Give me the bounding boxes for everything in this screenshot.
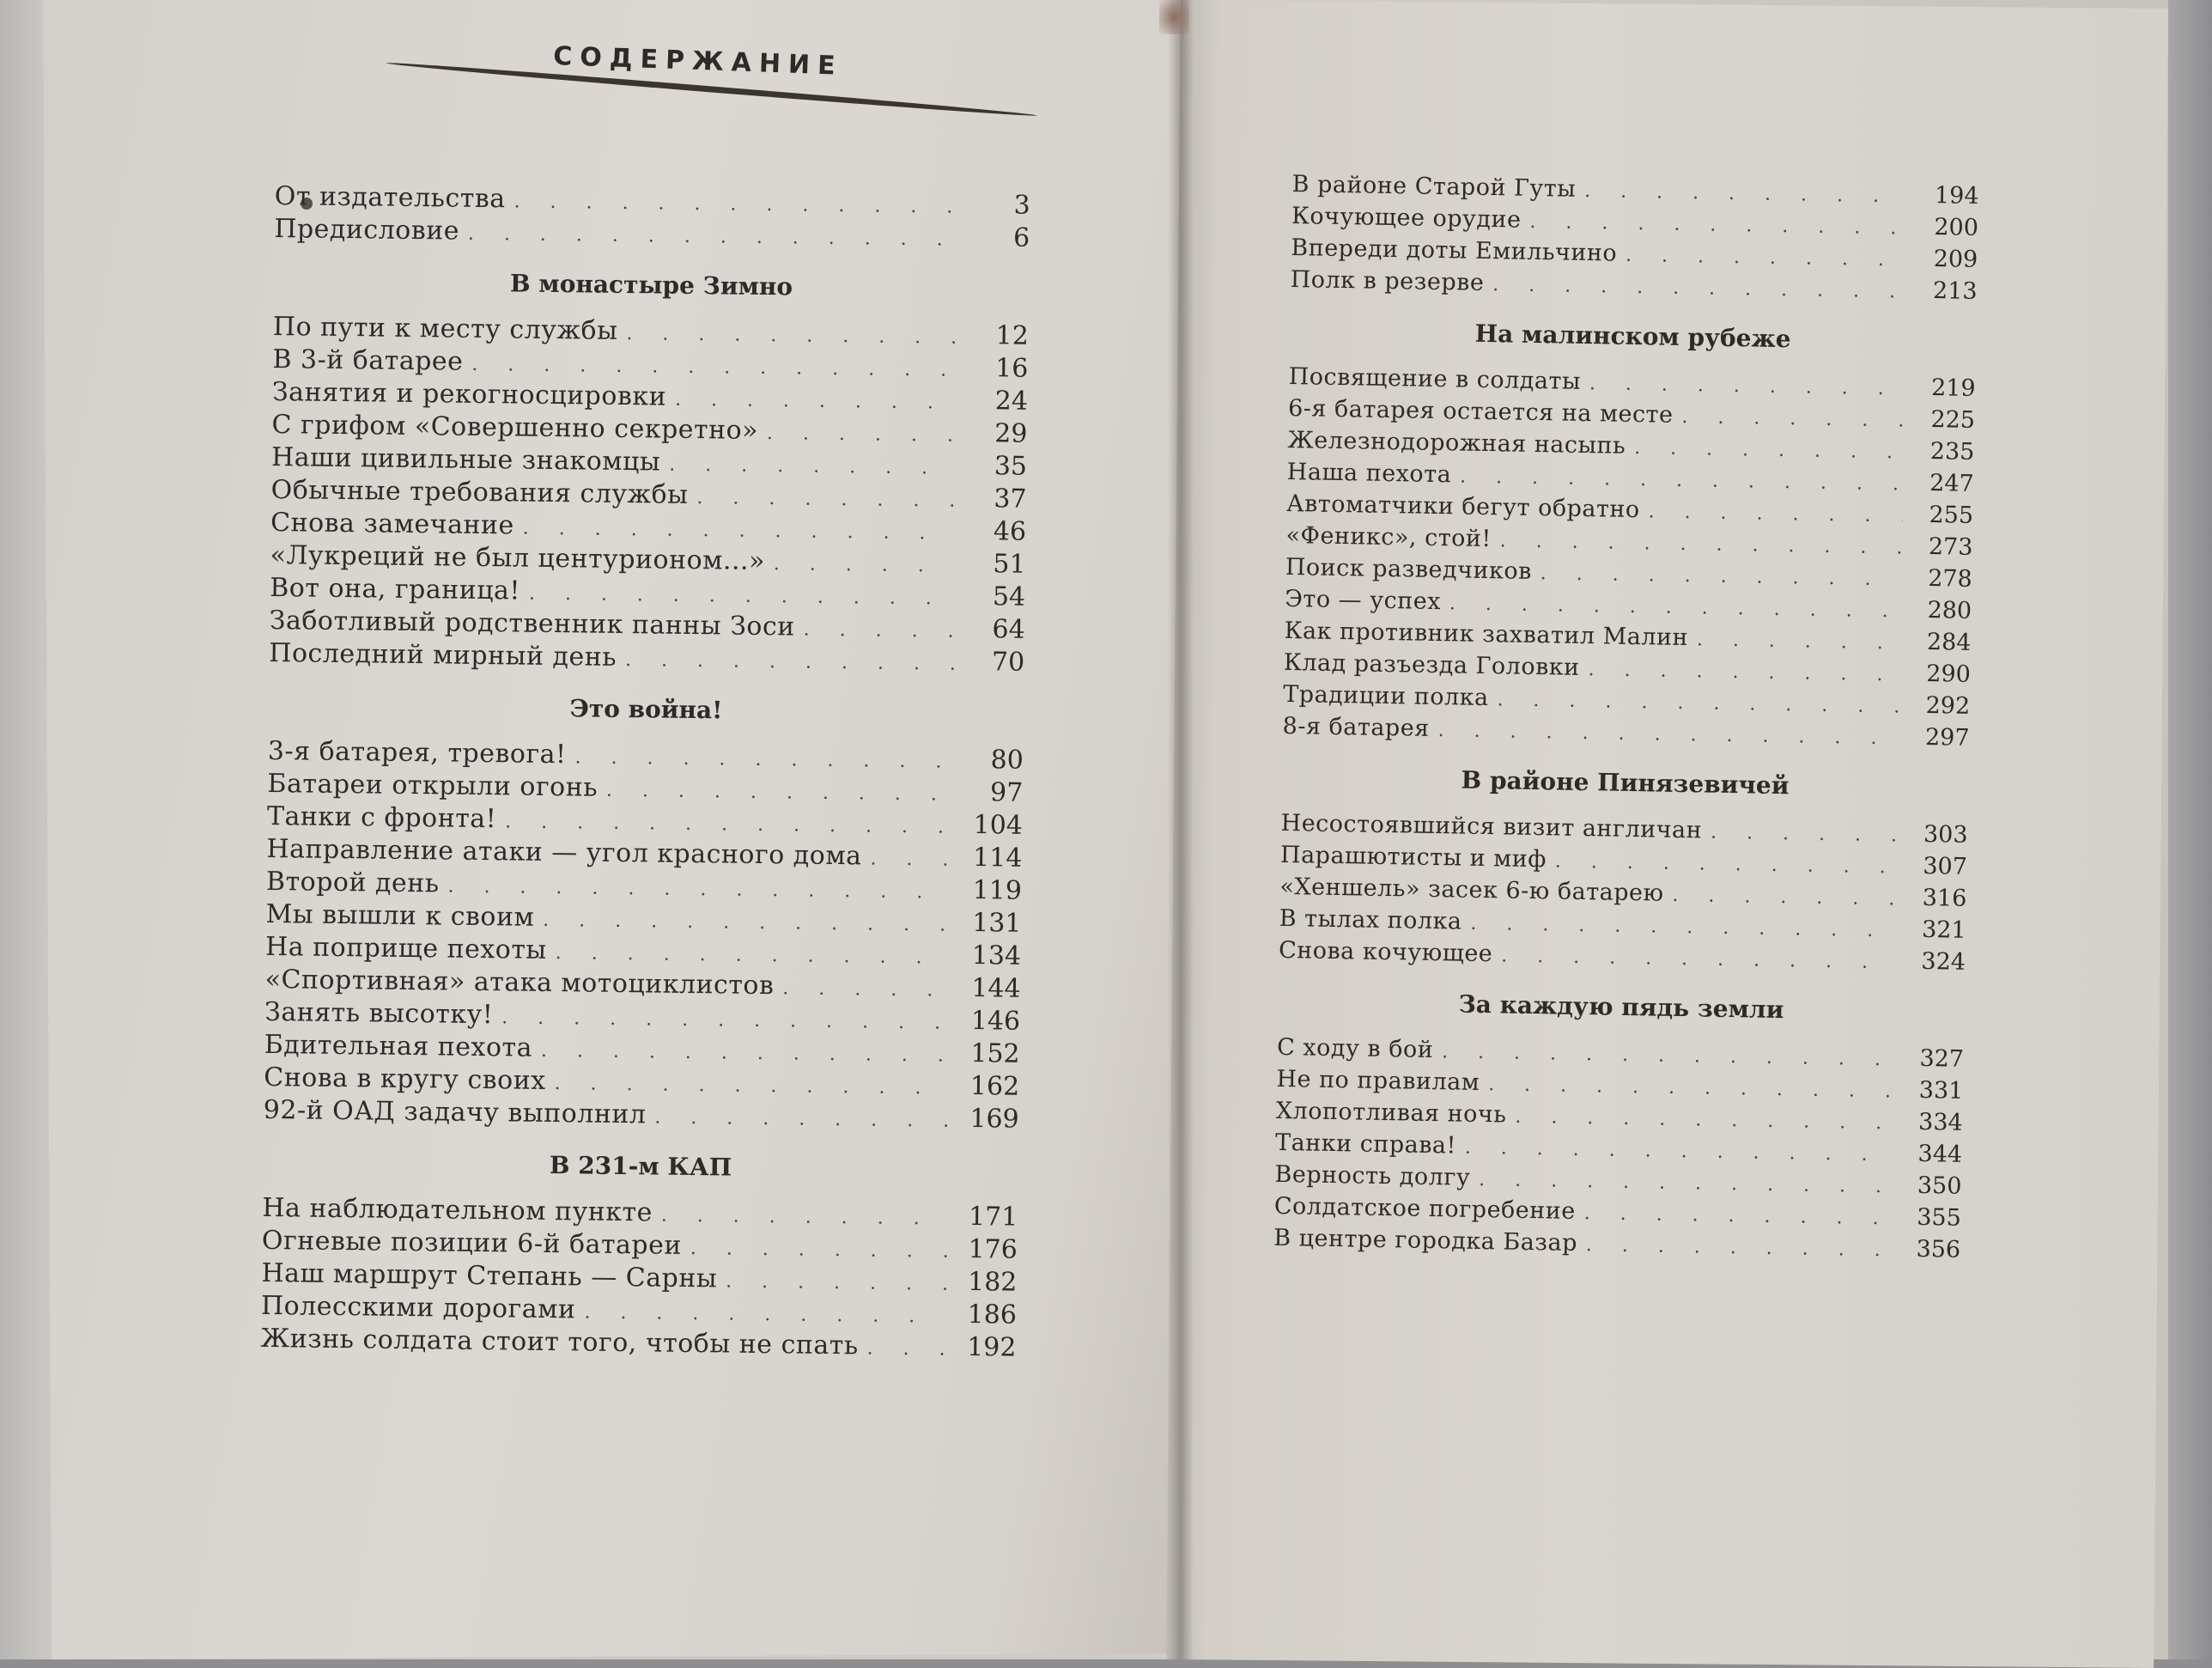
section-title: За каждую пядь земли [1458, 989, 1784, 1025]
toc-dot-leader [866, 1333, 945, 1367]
toc-entry-page: 169 [969, 1103, 1019, 1135]
front-matter-list [274, 180, 1030, 255]
toc-entry-title: 92-й ОАД задачу выполнил [263, 1094, 647, 1130]
toc-entry-page: 344 [1917, 1140, 1963, 1168]
toc-entry-page: 119 [972, 874, 1023, 906]
section-title: В монастыре Зимно [509, 269, 793, 301]
toc-entry-title: Мы вышли к своим [265, 898, 535, 933]
toc-entry-page: 255 [1929, 502, 1974, 529]
toc-entry-title: Второй день [265, 866, 440, 899]
toc-entry-page: 334 [1917, 1108, 1963, 1136]
toc-entry-page: 171 [968, 1201, 1018, 1233]
toc-entry-page: 290 [1926, 660, 1972, 688]
toc-entry-title: «Феникс», стой! [1285, 521, 1492, 553]
toc-dot-leader [803, 614, 954, 648]
right-sections [1273, 316, 1977, 1266]
toc-entry-page: 350 [1917, 1172, 1962, 1200]
toc-entry-title: Батареи открыли огонь [267, 768, 599, 803]
section-title: На малинском рубеже [1474, 319, 1791, 354]
toc-entry-page: 37 [994, 484, 1027, 514]
toc-dot-leader [726, 1266, 947, 1301]
paper-stain [1159, 0, 1189, 34]
toc-entry-title: На наблюдательном пункте [262, 1192, 653, 1228]
toc-entry-title: Посвящение в солдаты [1288, 362, 1582, 395]
toc-entry-title: Не по правилам [1276, 1065, 1480, 1096]
toc-entry-title: Традиции полка [1283, 680, 1489, 712]
toc-dot-leader [1583, 1197, 1891, 1234]
left-sections [260, 266, 1029, 1365]
toc-entry-page: 144 [971, 972, 1021, 1004]
section-title: В районе Пинязевичей [1461, 765, 1790, 801]
toc-entry-page: 146 [970, 1005, 1021, 1037]
toc-entry-page: 355 [1916, 1203, 1962, 1232]
toc-entry-title: «Лукреций не был центурионом...» [270, 539, 766, 577]
toc-entry-page: 356 [1916, 1235, 1961, 1263]
toc-entry-title: Занятия и рекогносцировки [271, 376, 667, 412]
toc-entry-title: Солдатское погребение [1273, 1192, 1577, 1225]
book-gutter [1168, 0, 1194, 1659]
toc-entry-page: 192 [966, 1331, 1017, 1363]
toc-entry-title: Автоматчики бегут обратно [1285, 490, 1640, 524]
toc-entry-title: Вот она, граница! [269, 572, 521, 606]
toc-entry-page: 6 [1012, 222, 1030, 253]
toc-entry-title: Клад разъезда Головки [1283, 648, 1580, 681]
toc-entry-title: Танки справа! [1274, 1129, 1457, 1160]
toc-entry-title: Впереди доты Емильчино [1291, 234, 1618, 267]
toc-dot-leader [468, 218, 970, 257]
toc-entry-page: 327 [1919, 1044, 1965, 1073]
toc-entry-title: Заботливый родственник панны Зоси [269, 605, 795, 642]
toc-entry-page: 316 [1922, 884, 1967, 912]
toc-entry-page: 152 [970, 1038, 1020, 1069]
toc-dot-leader [1634, 432, 1905, 468]
toc-entry-page: 307 [1923, 852, 1968, 880]
toc-entry-page: 134 [971, 940, 1022, 971]
toc-entry-title: Поиск разведчиков [1285, 553, 1533, 585]
toc-entry-page: 209 [1933, 246, 1978, 273]
toc-dot-leader [1586, 1229, 1891, 1266]
toc-dot-leader [774, 548, 956, 583]
toc-entry-title: Несостоявшийся визит англичан [1280, 809, 1703, 844]
toc-entry-page: 225 [1930, 406, 1976, 434]
toc-entry-page: 131 [972, 907, 1022, 939]
toc-entry-title: Парашютисты и миф [1279, 841, 1547, 874]
toc-entry-page: 213 [1932, 277, 1978, 305]
toc-dot-leader [1672, 880, 1896, 916]
toc-dot-leader [1681, 401, 1905, 437]
toc-entry-title: В районе Старой Гуты [1291, 170, 1577, 203]
toc-entry-page: 331 [1918, 1076, 1964, 1105]
toc-entry-title: «Хеншель» засек 6-ю батарею [1279, 873, 1664, 907]
toc-dot-leader [541, 1035, 950, 1073]
toc-entry-title: Направление атаки — угол красного дома [266, 833, 862, 872]
toc-dot-leader [574, 741, 953, 778]
toc-left-column [260, 180, 1030, 1365]
toc-entry-page: 12 [995, 320, 1030, 351]
toc-entry-title: В центре городка Базар [1273, 1224, 1578, 1257]
toc-entry-page: 80 [990, 745, 1024, 776]
toc-entry-title: Занять высотку! [264, 996, 494, 1031]
toc-dot-leader [1697, 624, 1901, 659]
toc-entry-page: 273 [1928, 533, 1973, 561]
toc-entry-title: Верность долгу [1274, 1160, 1471, 1191]
toc-dot-leader [606, 775, 953, 812]
toc-entry-page: 182 [967, 1266, 1018, 1298]
toc-entry-page: 24 [994, 386, 1029, 417]
toc-dot-leader [501, 1001, 950, 1039]
toc-entry-page: 104 [973, 809, 1024, 841]
toc-right-column [1273, 168, 1979, 1266]
toc-entry-title: С грифом «Совершенно секретно» [271, 409, 759, 446]
toc-entry-title: «Спортивная» атака мотоциклистов [264, 964, 775, 1001]
toc-entry-page: 235 [1929, 438, 1975, 466]
toc-entry-title: Как противник захватил Малин [1284, 617, 1689, 652]
toc-entry-title: Обычные требования службы [270, 474, 689, 510]
toc-entry-page: 303 [1923, 820, 1968, 849]
toc-entry-title: 3-я батарея, тревога! [267, 735, 567, 770]
toc-entry-title: Танки с фронта! [266, 801, 497, 835]
toc-entry-title: Наш маршрут Степань — Сарны [261, 1257, 718, 1294]
toc-entry-page: 297 [1924, 723, 1970, 752]
toc-dot-leader [661, 1200, 948, 1236]
toc-dot-leader [1492, 269, 1907, 307]
toc-entry-page: 16 [994, 353, 1029, 384]
toc-entry-title: Полесскими дорогами [260, 1290, 576, 1325]
toc-entry-page: 29 [994, 418, 1028, 449]
toc-dot-leader [625, 644, 955, 681]
section-title: Это война! [569, 694, 723, 725]
toc-dot-leader [1501, 940, 1895, 978]
toc-entry-title: Снова замечание [270, 507, 514, 541]
toc-entry-page: 278 [1927, 564, 1973, 593]
toc-entry-page: 162 [969, 1070, 1020, 1102]
toc-entry-page: 3 [1013, 190, 1030, 221]
toc-entry-title: Это — успех [1284, 585, 1442, 616]
toc-entry-title: По пути к месту службы [272, 311, 618, 346]
toc-entry-page: 194 [1934, 182, 1979, 210]
toc-entry-page: 200 [1934, 214, 1979, 241]
toc-entry-title: На поприще пехоты [264, 931, 548, 965]
background-edge [2168, 0, 2212, 1659]
toc-dot-leader [870, 843, 951, 877]
toc-entry-title: Наша пехота [1286, 458, 1452, 489]
toc-dot-leader [626, 318, 958, 355]
toc-entry-title: Кочующее орудие [1291, 202, 1522, 234]
toc-entry-title: Наши цивильные знакомцы [270, 441, 661, 478]
toc-entry-page: 64 [992, 614, 1025, 645]
toc-entry-page: 97 [989, 777, 1024, 808]
toc-entry-title: Предисловие [274, 213, 460, 247]
toc-entry-title: Бдительная пехота [264, 1029, 533, 1063]
toc-entry-title: Снова в кругу своих [264, 1062, 546, 1096]
right-top-entries [1290, 168, 1978, 307]
section-title: В 231-м КАП [549, 1150, 732, 1182]
toc-entry-title: Огневые позиции 6-й батареи [261, 1225, 683, 1261]
toc-dot-leader [669, 449, 957, 485]
toc-dot-leader [767, 417, 957, 453]
toc-entry-title: В 3-й батарее [272, 344, 464, 377]
toc-entry-page: 186 [967, 1299, 1018, 1330]
toc-entry-page: 114 [972, 842, 1023, 874]
toc-entry-page: 70 [991, 647, 1025, 678]
toc-entry-page: 35 [994, 451, 1028, 482]
page-title: СОДЕРЖАНИЕ [552, 41, 844, 82]
toc-entry-title: Полк в резерве [1290, 265, 1485, 296]
toc-dot-leader [543, 904, 951, 942]
toc-entry-page: 321 [1921, 916, 1966, 944]
toc-dot-leader [696, 482, 956, 518]
toc-entry-title: 8-я батарея [1282, 712, 1431, 742]
toc-entry-page: 46 [993, 516, 1027, 547]
toc-entry-title: С ходу в бой [1276, 1033, 1434, 1064]
toc-entry-title: В тылах полка [1279, 904, 1462, 935]
toc-entry-page: 219 [1930, 374, 1976, 402]
toc-entry-page: 324 [1921, 947, 1966, 976]
toc-dot-leader [690, 1233, 947, 1269]
toc-entry-title: Железнодорожная насыпь [1287, 426, 1626, 460]
toc-entry-page: 284 [1926, 628, 1972, 656]
toc-dot-leader [1648, 496, 1903, 532]
toc-entry-title: Снова кочующее [1278, 936, 1493, 968]
toc-entry-page: 247 [1929, 470, 1974, 497]
toc-entry-title: Последний мирный день [269, 637, 617, 673]
toc-dot-leader [1626, 240, 1908, 277]
toc-dot-leader [514, 186, 970, 223]
toc-entry-title: 6-я батарея остается на месте [1287, 394, 1674, 429]
toc-entry-title: Жизнь солдата стоит того, чтобы не спать [260, 1323, 859, 1361]
toc-entry-title: Хлопотливая ночь [1275, 1097, 1507, 1129]
toc-entry-title: От издательства [274, 180, 506, 215]
toc-entry-page: 176 [968, 1233, 1018, 1265]
toc-entry-page: 280 [1927, 596, 1972, 624]
toc-entry-page: 51 [993, 549, 1026, 580]
toc-entry-page: 292 [1925, 691, 1971, 720]
toc-dot-leader [654, 1101, 949, 1137]
toc-entry-page: 54 [992, 581, 1026, 612]
toc-dot-leader [1711, 817, 1898, 852]
toc-dot-leader [1588, 654, 1900, 691]
toc-dot-leader [782, 972, 951, 1007]
